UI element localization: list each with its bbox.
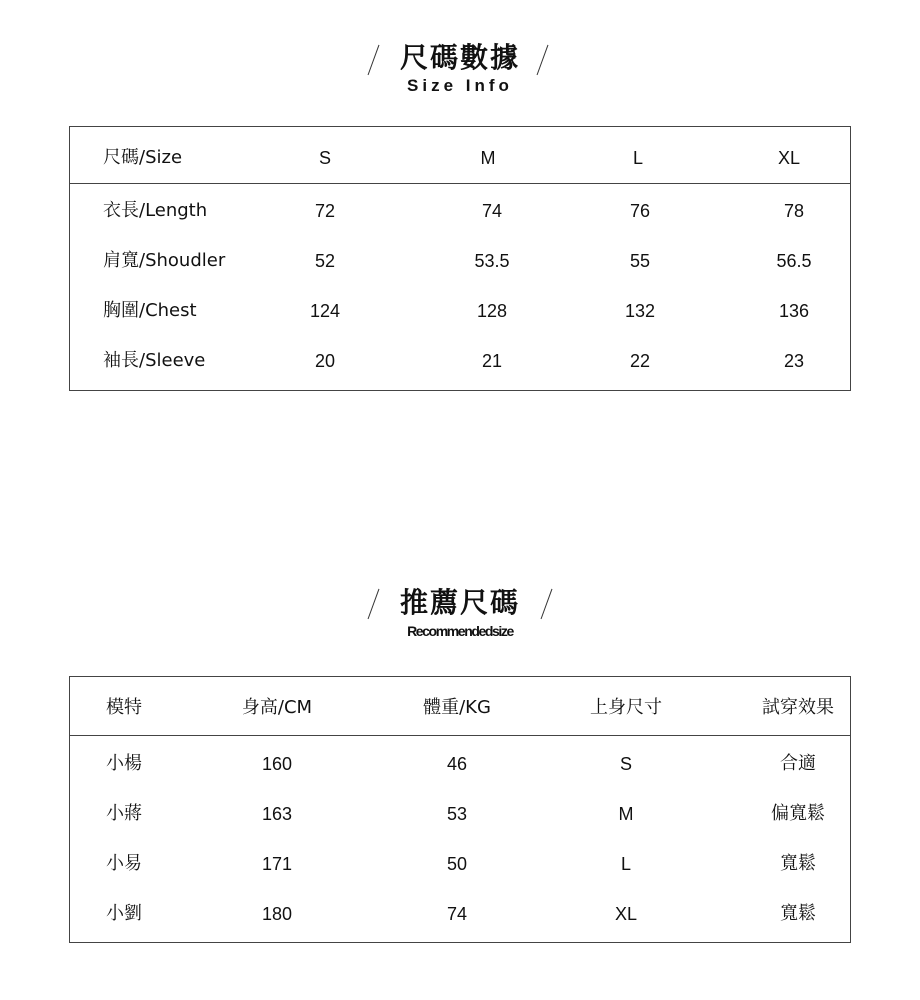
recommended-title: 推薦尺碼 xyxy=(399,586,520,619)
fit-size-value: L xyxy=(620,854,632,874)
table-row xyxy=(70,236,850,286)
value-m: 74 xyxy=(481,201,503,221)
fit-effect-value: 偏寬鬆 xyxy=(771,803,825,824)
weight-value: 50 xyxy=(446,854,468,874)
value-l: 76 xyxy=(629,201,651,221)
size-table xyxy=(69,126,851,391)
header-size-xl: XL xyxy=(777,148,801,168)
fit-effect-value: 寬鬆 xyxy=(780,853,816,874)
table-row xyxy=(70,286,850,336)
value-l: 55 xyxy=(629,251,651,271)
value-m: 21 xyxy=(481,351,503,371)
weight-value: 46 xyxy=(446,754,468,774)
fit-size-value: XL xyxy=(614,904,638,924)
value-s: 20 xyxy=(314,351,336,371)
fit-effect-value: 合適 xyxy=(780,753,816,774)
header-size-m: M xyxy=(480,148,496,168)
table-row xyxy=(70,739,850,789)
header-fit-effect: 試穿效果 xyxy=(762,697,834,718)
recommended-heading xyxy=(0,573,920,653)
value-s: 72 xyxy=(314,201,336,221)
height-value: 163 xyxy=(261,804,293,824)
model-name: 小劉 xyxy=(106,903,142,924)
value-s: 124 xyxy=(309,301,341,321)
header-size-s: S xyxy=(318,148,332,168)
value-l: 132 xyxy=(624,301,656,321)
table-row xyxy=(70,336,850,386)
size-info-heading xyxy=(0,30,920,110)
header-height: 身高/CM xyxy=(241,697,313,718)
value-xl: 78 xyxy=(783,201,805,221)
model-name: 小蔣 xyxy=(106,803,142,824)
table-row xyxy=(70,789,850,839)
table-row xyxy=(70,186,850,236)
header-model: 模特 xyxy=(106,697,142,718)
value-m: 53.5 xyxy=(474,251,510,271)
recommended-subtitle: Recommendedsize xyxy=(407,623,513,639)
table-row xyxy=(70,839,850,889)
height-value: 171 xyxy=(261,854,293,874)
model-name: 小易 xyxy=(106,853,142,874)
row-label: 袖長/Sleeve xyxy=(103,350,206,371)
table-row xyxy=(70,889,850,939)
row-label: 胸圍/Chest xyxy=(103,300,197,321)
recommended-table-header xyxy=(70,677,850,736)
value-xl: 23 xyxy=(783,351,805,371)
fit-size-value: M xyxy=(618,804,634,824)
value-xl: 56.5 xyxy=(776,251,812,271)
fit-size-value: S xyxy=(619,754,633,774)
size-info-title: 尺碼數據 xyxy=(399,41,520,74)
value-l: 22 xyxy=(629,351,651,371)
size-info-subtitle: Size Info xyxy=(407,76,513,95)
header-fit-size: 上身尺寸 xyxy=(590,697,662,718)
header-size-l: L xyxy=(632,148,644,168)
model-name: 小楊 xyxy=(106,753,142,774)
weight-value: 74 xyxy=(446,904,468,924)
header-weight: 體重/KG xyxy=(423,697,491,718)
header-size-label: 尺碼/Size xyxy=(103,147,183,168)
row-label: 肩寬/Shoudler xyxy=(103,250,226,271)
fit-effect-value: 寬鬆 xyxy=(780,903,816,924)
value-xl: 136 xyxy=(778,301,810,321)
recommended-table xyxy=(69,676,851,943)
row-label: 衣長/Length xyxy=(103,200,208,221)
value-s: 52 xyxy=(314,251,336,271)
height-value: 180 xyxy=(261,904,293,924)
height-value: 160 xyxy=(261,754,293,774)
value-m: 128 xyxy=(476,301,508,321)
weight-value: 53 xyxy=(446,804,468,824)
size-table-header xyxy=(70,127,850,184)
